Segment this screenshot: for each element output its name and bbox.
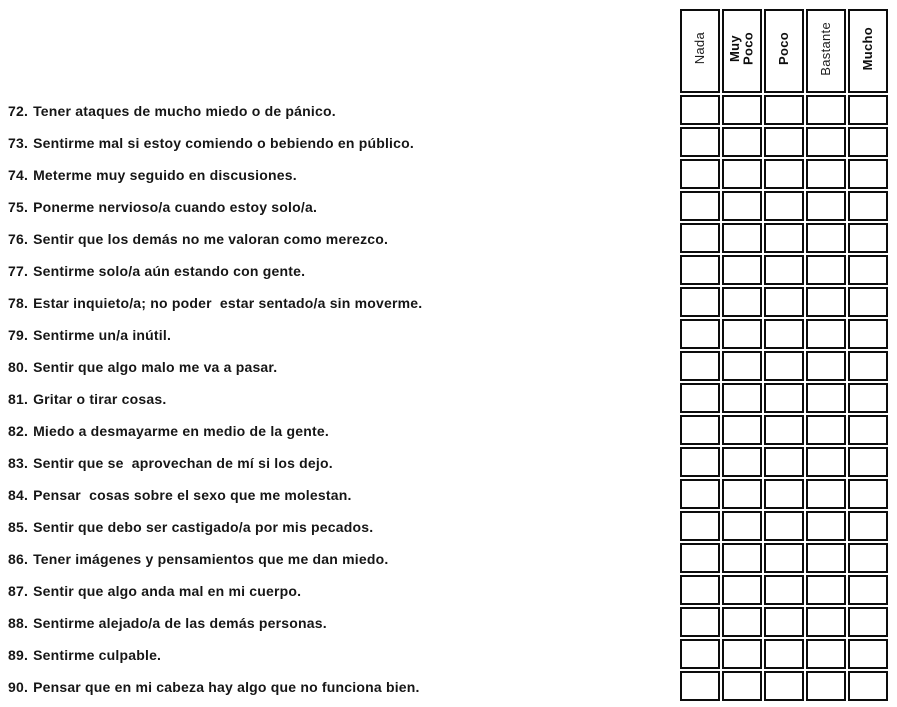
response-row <box>680 607 888 637</box>
question-text: Miedo a desmayarme en medio de la gente. <box>33 423 329 439</box>
response-cell[interactable] <box>764 191 804 221</box>
response-cell[interactable] <box>806 223 846 253</box>
response-cell[interactable] <box>680 415 720 445</box>
response-row <box>680 159 888 189</box>
question-number: 88. <box>8 615 29 631</box>
response-cell[interactable] <box>806 639 846 669</box>
response-cell[interactable] <box>722 191 762 221</box>
column-header-label <box>728 32 755 65</box>
response-cell[interactable] <box>722 543 762 573</box>
question-number: 86. <box>8 551 29 567</box>
question-text: Sentirme solo/a aún estando con gente. <box>33 263 306 279</box>
response-row <box>680 255 888 285</box>
grid-body <box>680 95 888 701</box>
response-cell[interactable] <box>680 127 720 157</box>
response-cell[interactable] <box>680 351 720 381</box>
response-cell[interactable] <box>764 639 804 669</box>
question-number: 89. <box>8 647 29 663</box>
response-cell[interactable] <box>806 511 846 541</box>
question-number: 84. <box>8 487 29 503</box>
response-cell[interactable] <box>806 447 846 477</box>
question-number: 76. <box>8 231 29 247</box>
response-grid <box>678 7 890 703</box>
response-cell[interactable] <box>722 287 762 317</box>
question-text: Pensar cosas sobre el sexo que me molestan. <box>33 487 352 503</box>
column-header-muy-poco <box>722 9 762 93</box>
response-cell[interactable] <box>848 575 888 605</box>
column-header-line: Muy <box>727 35 743 62</box>
response-cell[interactable] <box>680 223 720 253</box>
response-cell[interactable] <box>764 351 804 381</box>
response-row <box>680 415 888 445</box>
response-cell[interactable] <box>722 671 762 701</box>
response-cell[interactable] <box>848 671 888 701</box>
question-text: Sentirme mal si estoy comiendo o bebiendo en público. <box>33 135 414 151</box>
response-cell[interactable] <box>848 607 888 637</box>
column-header-line: Bastante <box>818 21 834 76</box>
response-cell[interactable] <box>764 511 804 541</box>
question-number: 83. <box>8 455 29 471</box>
response-cell[interactable] <box>806 95 846 125</box>
response-cell[interactable] <box>848 511 888 541</box>
response-cell[interactable] <box>722 511 762 541</box>
question-text: Sentirme un/a inútil. <box>33 327 172 343</box>
response-cell[interactable] <box>680 479 720 509</box>
question-number: 90. <box>8 679 29 695</box>
response-cell[interactable] <box>680 159 720 189</box>
response-row <box>680 127 888 157</box>
question-number: 80. <box>8 359 29 375</box>
response-cell[interactable] <box>806 255 846 285</box>
question-text: Sentirme alejado/a de las demás personas. <box>33 615 327 631</box>
question-item <box>8 223 668 255</box>
question-item <box>8 287 668 319</box>
header-row <box>680 9 888 93</box>
question-number: 77. <box>8 263 29 279</box>
question-text: Tener imágenes y pensamientos que me dan miedo. <box>33 551 389 567</box>
response-cell[interactable] <box>680 511 720 541</box>
response-row <box>680 543 888 573</box>
response-row <box>680 511 888 541</box>
response-cell[interactable] <box>764 415 804 445</box>
response-cell[interactable] <box>722 383 762 413</box>
response-cell[interactable] <box>848 415 888 445</box>
response-cell[interactable] <box>806 287 846 317</box>
response-cell[interactable] <box>722 351 762 381</box>
response-cell[interactable] <box>764 607 804 637</box>
question-number: 78. <box>8 295 29 311</box>
column-header-line: Poco <box>776 32 792 65</box>
response-cell[interactable] <box>848 255 888 285</box>
response-cell[interactable] <box>680 319 720 349</box>
response-cell[interactable] <box>806 383 846 413</box>
response-cell[interactable] <box>680 191 720 221</box>
column-header-label <box>693 32 707 64</box>
question-item <box>8 511 668 543</box>
column-header-label <box>861 27 875 70</box>
response-cell[interactable] <box>848 447 888 477</box>
question-text: Meterme muy seguido en discusiones. <box>33 167 297 183</box>
response-cell[interactable] <box>848 95 888 125</box>
column-header-poco <box>764 9 804 93</box>
response-cell[interactable] <box>680 543 720 573</box>
question-text: Pensar que en mi cabeza hay algo que no funciona bien. <box>33 679 420 695</box>
column-header-label <box>819 22 833 76</box>
question-item <box>8 415 668 447</box>
question-item <box>8 159 668 191</box>
question-text: Sentir que se aprovechan de mí si los dejo. <box>33 455 333 471</box>
response-cell[interactable] <box>680 447 720 477</box>
response-row <box>680 191 888 221</box>
question-number: 87. <box>8 583 29 599</box>
response-cell[interactable] <box>722 255 762 285</box>
response-cell[interactable] <box>806 319 846 349</box>
question-list <box>8 95 668 703</box>
response-cell[interactable] <box>680 287 720 317</box>
response-cell[interactable] <box>680 255 720 285</box>
question-text: Tener ataques de mucho miedo o de pánico. <box>33 103 336 119</box>
question-text: Sentirme culpable. <box>33 647 162 663</box>
response-cell[interactable] <box>806 479 846 509</box>
response-cell[interactable] <box>680 639 720 669</box>
question-text: Ponerme nervioso/a cuando estoy solo/a. <box>33 199 318 215</box>
response-cell[interactable] <box>848 127 888 157</box>
column-header-line: Mucho <box>860 26 876 71</box>
response-row <box>680 671 888 701</box>
question-item <box>8 575 668 607</box>
response-row <box>680 287 888 317</box>
response-cell[interactable] <box>764 95 804 125</box>
response-cell[interactable] <box>806 671 846 701</box>
response-row <box>680 351 888 381</box>
response-cell[interactable] <box>764 127 804 157</box>
question-text: Sentir que debo ser castigado/a por mis pecados. <box>33 519 374 535</box>
question-number: 74. <box>8 167 29 183</box>
response-cell[interactable] <box>722 479 762 509</box>
column-header-line: Poco <box>741 32 756 65</box>
question-text: Sentir que los demás no me valoran como merezco. <box>33 231 389 247</box>
response-cell[interactable] <box>722 639 762 669</box>
response-row <box>680 447 888 477</box>
response-cell[interactable] <box>806 127 846 157</box>
question-text: Gritar o tirar cosas. <box>33 391 167 407</box>
response-cell[interactable] <box>764 319 804 349</box>
response-row <box>680 319 888 349</box>
response-cell[interactable] <box>764 255 804 285</box>
question-number: 81. <box>8 391 29 407</box>
column-header-line: Nada <box>692 32 708 65</box>
question-number: 85. <box>8 519 29 535</box>
question-number: 79. <box>8 327 29 343</box>
response-cell[interactable] <box>722 159 762 189</box>
response-cell[interactable] <box>848 479 888 509</box>
response-cell[interactable] <box>848 639 888 669</box>
question-item <box>8 543 668 575</box>
question-item <box>8 127 668 159</box>
question-text: Estar inquieto/a; no poder estar sentado/a sin moverme. <box>33 295 423 311</box>
response-cell[interactable] <box>806 191 846 221</box>
response-cell[interactable] <box>806 607 846 637</box>
response-row <box>680 639 888 669</box>
response-cell[interactable] <box>806 415 846 445</box>
response-cell[interactable] <box>764 383 804 413</box>
response-cell[interactable] <box>764 479 804 509</box>
question-number: 72. <box>8 103 29 119</box>
response-cell[interactable] <box>848 191 888 221</box>
response-cell[interactable] <box>848 543 888 573</box>
question-item <box>8 479 668 511</box>
question-item <box>8 447 668 479</box>
response-cell[interactable] <box>680 671 720 701</box>
question-number: 82. <box>8 423 29 439</box>
response-cell[interactable] <box>722 223 762 253</box>
response-cell[interactable] <box>764 287 804 317</box>
response-cell[interactable] <box>722 127 762 157</box>
response-cell[interactable] <box>722 607 762 637</box>
response-cell[interactable] <box>680 607 720 637</box>
response-cell[interactable] <box>764 223 804 253</box>
response-cell[interactable] <box>764 575 804 605</box>
response-cell[interactable] <box>848 319 888 349</box>
response-cell[interactable] <box>680 383 720 413</box>
response-cell[interactable] <box>764 447 804 477</box>
question-item <box>8 639 668 671</box>
response-cell[interactable] <box>806 351 846 381</box>
response-cell[interactable] <box>722 319 762 349</box>
question-text: Sentir que algo malo me va a pasar. <box>33 359 278 375</box>
question-number: 75. <box>8 199 29 215</box>
response-cell[interactable] <box>722 575 762 605</box>
question-item <box>8 607 668 639</box>
response-cell[interactable] <box>848 351 888 381</box>
question-item <box>8 671 668 703</box>
question-item <box>8 191 668 223</box>
response-cell[interactable] <box>722 415 762 445</box>
response-cell[interactable] <box>722 95 762 125</box>
response-cell[interactable] <box>764 159 804 189</box>
response-cell[interactable] <box>680 95 720 125</box>
response-row <box>680 223 888 253</box>
question-text: Sentir que algo anda mal en mi cuerpo. <box>33 583 302 599</box>
question-item <box>8 255 668 287</box>
response-cell[interactable] <box>764 543 804 573</box>
response-cell[interactable] <box>806 543 846 573</box>
response-row <box>680 383 888 413</box>
question-item <box>8 351 668 383</box>
question-item <box>8 95 668 127</box>
question-item <box>8 383 668 415</box>
column-header-mucho <box>848 9 888 93</box>
response-cell[interactable] <box>848 159 888 189</box>
response-cell[interactable] <box>680 575 720 605</box>
column-header-bastante <box>806 9 846 93</box>
column-header-label <box>777 32 791 65</box>
question-number: 73. <box>8 135 29 151</box>
response-cell[interactable] <box>806 159 846 189</box>
response-cell[interactable] <box>722 447 762 477</box>
response-row <box>680 95 888 125</box>
question-item <box>8 319 668 351</box>
column-header-nada <box>680 9 720 93</box>
response-cell[interactable] <box>848 383 888 413</box>
response-cell[interactable] <box>764 671 804 701</box>
response-cell[interactable] <box>848 287 888 317</box>
response-row <box>680 575 888 605</box>
response-row <box>680 479 888 509</box>
response-cell[interactable] <box>806 575 846 605</box>
response-cell[interactable] <box>848 223 888 253</box>
